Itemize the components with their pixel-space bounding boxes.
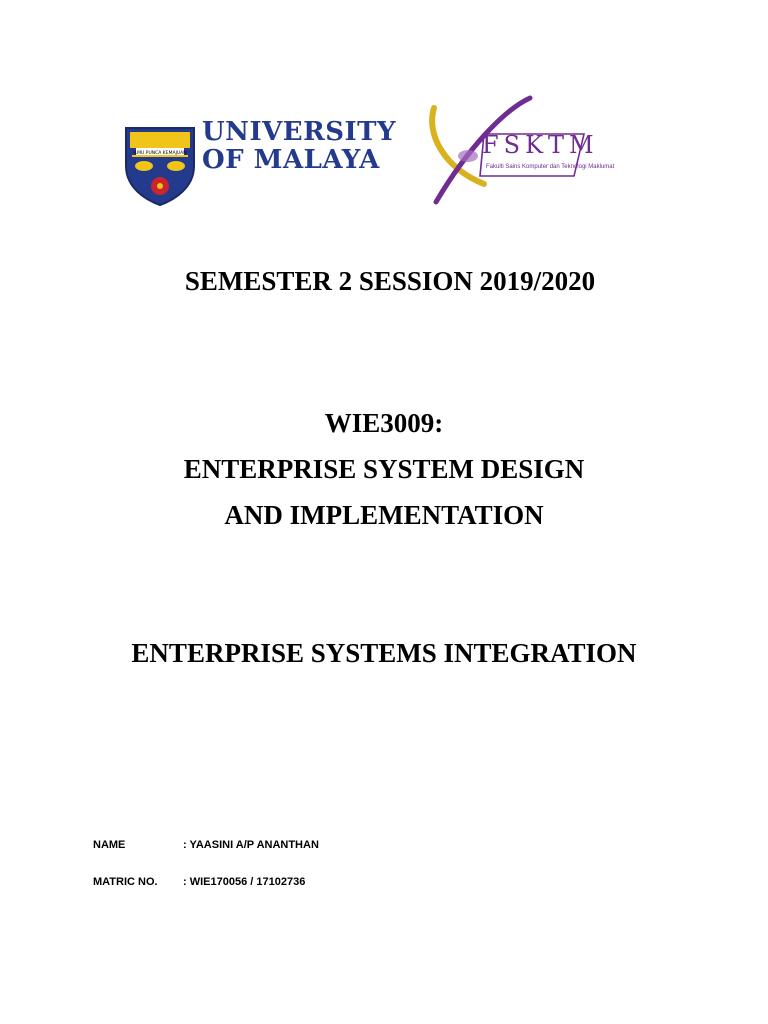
matric-number-value: : WIE170056 / 17102736 xyxy=(183,876,306,888)
student-name-value: : YAASINI A/P ANANTHAN xyxy=(183,839,319,851)
student-name-row xyxy=(93,838,319,852)
assignment-title: ENTERPRISE SYSTEMS INTEGRATION xyxy=(131,638,637,668)
semester-heading: SEMESTER 2 SESSION 2019/2020 xyxy=(184,266,596,296)
student-name-label: NAME xyxy=(93,839,126,851)
logo-header xyxy=(0,0,768,230)
university-crest-icon xyxy=(122,126,198,206)
university-name-line2: OF MALAYA xyxy=(202,145,380,175)
matric-number-row xyxy=(93,875,305,889)
faculty-full-name: Fakulti Sains Komputer dan Teknologi Maklumat xyxy=(486,164,615,170)
university-name xyxy=(202,118,412,174)
course-code: WIE3009: xyxy=(324,408,444,438)
university-name-line1: UNIVERSITY xyxy=(202,117,397,147)
faculty-acronym: FSKTM xyxy=(482,131,599,159)
course-name-line1: ENTERPRISE SYSTEM DESIGN xyxy=(183,454,585,484)
matric-number-label: MATRIC NO. xyxy=(93,876,158,888)
course-name-line2: AND IMPLEMENTATION xyxy=(224,500,544,530)
svg-text:ILMU PUNCA KEMAJUAN: ILMU PUNCA KEMAJUAN xyxy=(133,151,187,156)
